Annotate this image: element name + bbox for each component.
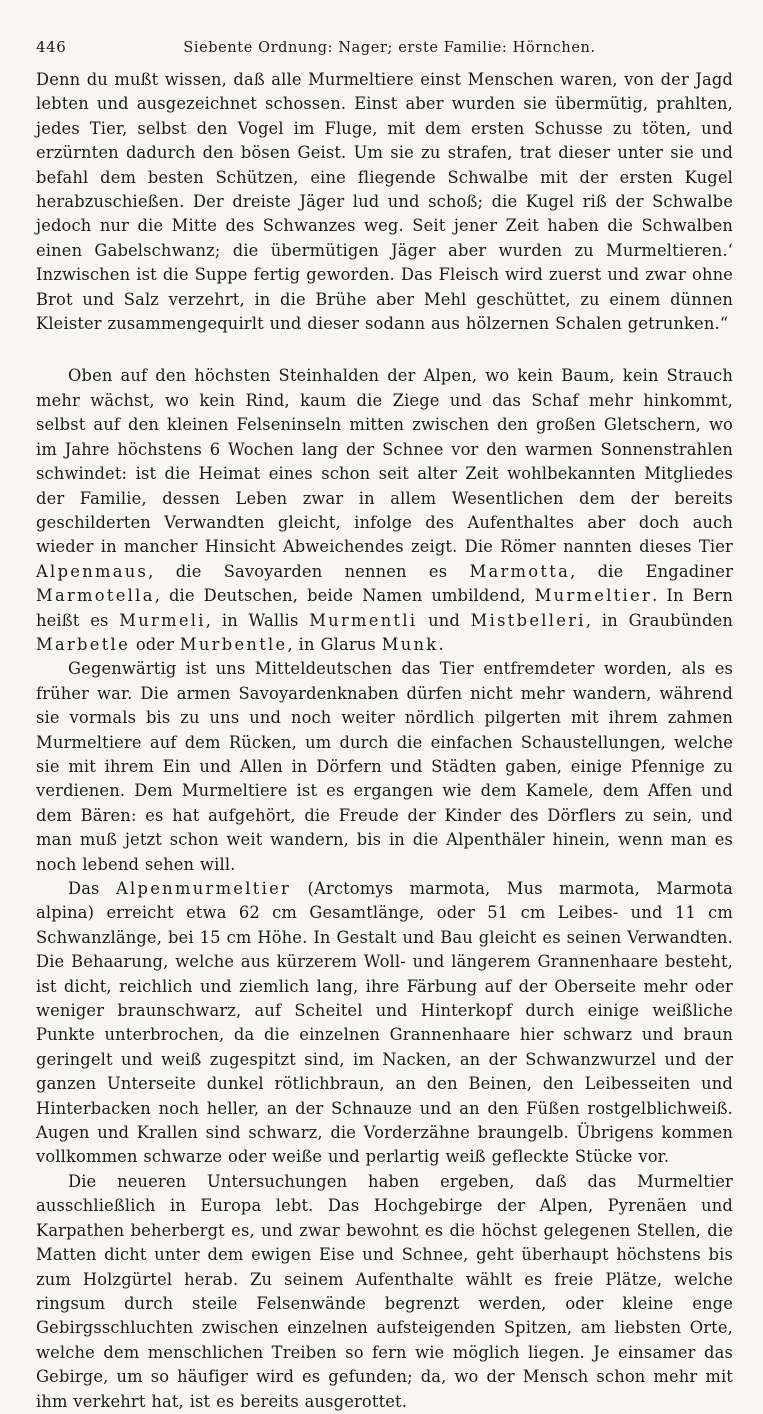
name-murmeli: Murmeli — [119, 610, 206, 630]
running-title: Siebente Ordnung: Nager; erste Familie: Hörnchen. — [183, 40, 596, 56]
paragraph-savoyards: Gegenwärtig ist uns Mitteldeutschen das Tier entfremdeter worden, als es früher war. Die armen Savoyardenknaben dürfen nicht mehr wandern, während sie vormals bis zu uns und noch weiter nördlich pilgerten mit ihrem zahmen Murmeltiere auf dem Rücken, um durch die einfachen Schaustellungen, welche sie mit ihrem Ein und Allen in Dörfern und Städten gaben, einige Pfennige zu verdienen. Dem Murmeltiere ist es ergangen wie dem Kamele, dem Affen und dem Bären: es hat aufgehört, die Freude der Kinder des Dörflers zu sein, und man muß jetzt schon weit wandern, bis in die Alpenthäler hinein, wenn man es noch lebend sehen will. — [36, 659, 733, 874]
name-munk: Munk — [381, 634, 439, 654]
body-text — [36, 68, 733, 1414]
text-segment: . In Bern heißt es — [36, 586, 733, 630]
text-segment: (Arctomys marmota, Mus marmota, Marmota alpina) erreicht etwa 62 cm Gesamtlänge, oder 51 cm Leibes- und 11 cm Schwanzlänge, bei 15 cm Höhe. In Gestalt und Bau gleicht es seinen Verwandten. Die Behaarung, welche aus kürzerem Woll- und längerem Grannenhaare besteht, ist dicht, reichlich und ziemlich lang, ihre Färbung auf der Oberseite mehr oder weniger braunschwarz, auf Scheitel und Hinterkopf durch einige weißliche Punkte unterbrochen, da die einzelnen Grannenhaare hier schwarz und braun geringelt und weiß zugespitzt sind, im Nacken, an der Schwanzwurzel und der ganzen Unterseite dunkel rötlichbraun, an den Beinen, den Leibesseiten und Hinterbacken noch heller, an der Schnauze und an den Füßen rostgelblichweiß. Augen und Krallen sind schwarz, die Vorderzähne braungelb. Übrigens kommen vollkommen schwarze oder weiße und perlartig weiß gefleckte Stücke vor. — [36, 879, 733, 1167]
name-marbetle: Marbetle — [36, 634, 131, 654]
name-murmentli: Murmentli — [309, 610, 418, 630]
text-segment: oder — [130, 634, 180, 654]
text-segment: Oben auf den höchsten Steinhalden der Alpen, wo kein Baum, kein Strauch mehr wächst, wo kein Rind, kaum die Ziege und das Schaf mehr hinkommt, selbst auf den kleinen Felseninseln mitten zwischen den großen Gletschern, wo im Jahre höchstens 6 Wochen lang der Schnee vor den warmen Sonnenstrahlen schwindet: ist die Heimat eines schon seit alter Zeit wohlbekannten Mitgliedes der Familie, dessen Leben zwar in allem Wesentlichen dem der bereits geschilderten Verwandten gleicht, infolge des Aufenthaltes aber doch auch wieder in mancher Hinsicht Abweichendes zeigt. Die Römer nannten dieses Tier — [36, 366, 733, 557]
text-segment: , in Graubünden — [585, 610, 734, 630]
name-murmeltier: Murmeltier — [534, 586, 653, 606]
text-segment: . — [438, 634, 444, 654]
text-segment: und — [417, 610, 471, 630]
paragraph-description — [36, 877, 733, 1170]
name-marmotta: Marmotta — [469, 561, 571, 581]
text-segment: Das — [68, 879, 116, 898]
text-segment: , in Glarus — [287, 634, 382, 654]
page-number: 446 — [36, 38, 67, 56]
paragraph-habitat-names — [36, 364, 733, 657]
text-segment: , die Engadiner — [570, 561, 733, 581]
name-alpenmaus: Alpenmaus — [36, 561, 149, 581]
name-murbentle: Murbentle — [179, 634, 288, 654]
name-marmotella: Marmotella — [36, 586, 155, 606]
text-segment: , in Wallis — [205, 610, 310, 630]
running-header — [36, 38, 733, 68]
paragraph-quote-end: Denn du mußt wissen, daß alle Murmeltiere einst Menschen waren, von der Jagd lebten und ausgezeichnet schossen. Einst aber wurden sie übermütig, prahlten, jedes Tier, selbst den Vogel im Fluge, mit dem ersten Schusse zu töten, und erzürnten dadurch den bösen Geist. Um sie zu strafen, trat dieser unter sie und befahl dem besten Schützen, eine fliegende Schwalbe mit der ersten Kugel herabzuschießen. Der dreiste Jäger lud und schoß; die Kugel riß der Schwalbe jedoch nur die Mitte des Schwanzes weg. Seit jener Zeit haben die Schwalben einen Gabelschwanz; die übermütigen Jäger aber wurden zu Murmeltieren.‘ Inzwischen ist die Suppe fertig geworden. Das Fleisch wird zuerst und zwar ohne Brot und Salz verzehrt, in die Brühe aber Mehl geschüttet, zu einem dünnen Kleister zusammengequirlt und dieser sodann aus hölzernen Schalen getrunken.“ — [36, 70, 733, 334]
name-mistbelleri: Mistbelleri — [470, 610, 586, 630]
paragraph-distribution: Die neueren Untersuchungen haben ergeben, daß das Murmeltier ausschließlich in Europa lebt. Das Hochgebirge der Alpen, Pyrenäen und Karpathen beherbergt es, und zwar bewohnt es die höchst gelegenen Stellen, die Matten dicht unter dem ewigen Eise und Schnee, geht überhaupt höchstens bis zum Holzgürtel herab. Zu seinem Aufenthalte wählt es freie Plätze, welche ringsum durch steile Felsenwände begrenzt werden, oder kleine enge Gebirgsschluchten zwischen einzelnen aufsteigenden Spitzen, am liebsten Orte, welche dem menschlichen Treiben so fern wie möglich liegen. Je einsamer das Gebirge, um so häufiger wird es gefunden; da, wo der Mensch schon mehr mit ihm verkehrt hat, ist es bereits ausgerottet. — [36, 1171, 733, 1411]
text-segment: , die Savoyarden nennen es — [148, 561, 470, 581]
species-name: Alpenmurmeltier — [115, 879, 292, 898]
text-segment: , die Deutschen, beide Namen umbildend, — [154, 586, 535, 606]
